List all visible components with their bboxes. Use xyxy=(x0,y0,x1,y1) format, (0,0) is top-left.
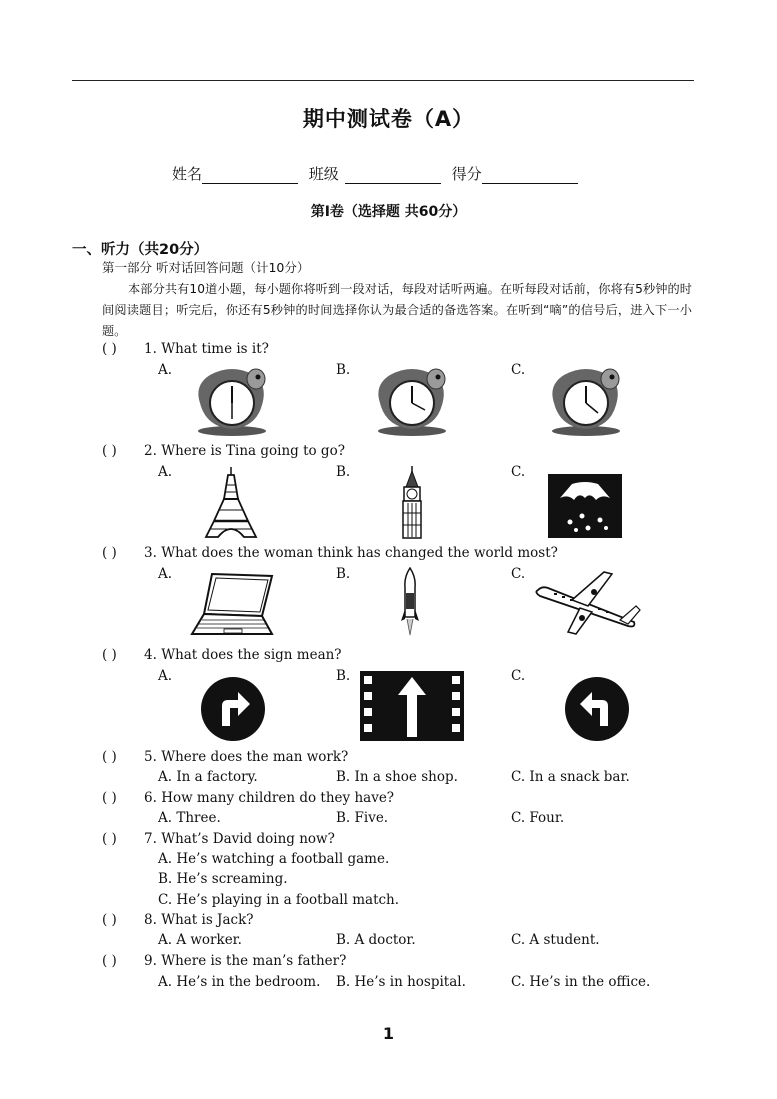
option-label[interactable]: A. xyxy=(158,566,173,582)
class-field[interactable] xyxy=(345,167,441,184)
answer-blank[interactable]: ( ) xyxy=(102,790,117,806)
option-a[interactable]: A. In a factory. xyxy=(158,769,258,785)
clock-icon[interactable] xyxy=(192,365,272,437)
option-label[interactable]: A. xyxy=(158,464,173,480)
question-text: Where does the man work? xyxy=(161,749,349,765)
class-label: 班级 xyxy=(308,165,339,183)
part-title: 第一部分 听对话回答问题（计10分） xyxy=(102,260,310,275)
rocket-icon[interactable] xyxy=(400,567,420,639)
question-text: Where is the man’s father? xyxy=(161,953,347,969)
go-straight-sign-icon[interactable] xyxy=(360,671,464,741)
option-a[interactable]: A. Three. xyxy=(158,810,221,826)
question-text: Where is Tina going to go? xyxy=(161,443,345,459)
option-label[interactable]: B. xyxy=(336,566,351,582)
option-c[interactable]: C. A student. xyxy=(511,932,600,948)
question-number: 4. xyxy=(144,647,157,663)
section-title: 一、听力（共20分） xyxy=(72,242,209,258)
question-text: What does the sign mean? xyxy=(161,647,342,663)
score-field[interactable] xyxy=(482,167,578,184)
option-b[interactable]: B. He’s in hospital. xyxy=(336,974,466,990)
option-b[interactable]: B. Five. xyxy=(336,810,389,826)
question-4 xyxy=(102,647,342,663)
option-label[interactable]: C. xyxy=(511,362,526,378)
answer-blank[interactable]: ( ) xyxy=(102,443,117,459)
question-2 xyxy=(102,443,345,459)
name-field[interactable] xyxy=(202,167,298,184)
question-1 xyxy=(102,341,269,357)
option-a[interactable]: A. He’s in the bedroom. xyxy=(158,974,321,990)
student-info-row xyxy=(172,163,578,184)
option-label[interactable]: B. xyxy=(336,464,351,480)
score-label: 得分 xyxy=(451,165,482,183)
option-label[interactable]: C. xyxy=(511,668,526,684)
question-6 xyxy=(102,790,394,806)
question-number: 1. xyxy=(144,341,157,357)
question-number: 6. xyxy=(144,790,157,806)
turn-left-sign-icon[interactable] xyxy=(564,676,630,742)
option-b[interactable]: B. In a shoe shop. xyxy=(336,769,458,785)
option-c[interactable]: C. Four. xyxy=(511,810,565,826)
instructions xyxy=(102,279,692,342)
option-c[interactable]: C. He’s playing in a football match. xyxy=(158,892,400,908)
question-text: How many children do they have? xyxy=(161,790,395,806)
page-number: 1 xyxy=(382,1024,395,1043)
answer-blank[interactable]: ( ) xyxy=(102,953,117,969)
answer-blank[interactable]: ( ) xyxy=(102,912,117,928)
page-title: 期中测试卷（A） xyxy=(302,107,475,131)
question-text: What’s David doing now? xyxy=(161,831,335,847)
question-9 xyxy=(102,953,346,969)
answer-blank[interactable]: ( ) xyxy=(102,341,117,357)
laptop-icon[interactable] xyxy=(190,572,274,638)
question-7 xyxy=(102,831,335,847)
option-b[interactable]: B. He’s screaming. xyxy=(158,871,288,887)
option-label[interactable]: A. xyxy=(158,668,173,684)
turn-right-sign-icon[interactable] xyxy=(200,676,266,742)
option-c[interactable]: C. In a snack bar. xyxy=(511,769,630,785)
question-number: 2. xyxy=(144,443,157,459)
option-label[interactable]: C. xyxy=(511,464,526,480)
eiffel-tower-icon[interactable] xyxy=(204,465,258,539)
answer-blank[interactable]: ( ) xyxy=(102,545,117,561)
question-text: What is Jack? xyxy=(161,912,254,928)
question-number: 5. xyxy=(144,749,157,765)
paper-subtitle: 第Ⅰ卷（选择题 共60分） xyxy=(310,204,467,220)
question-text: What time is it? xyxy=(161,341,269,357)
question-8 xyxy=(102,912,254,928)
mount-fuji-icon[interactable] xyxy=(548,474,622,538)
top-rule xyxy=(72,80,694,81)
big-ben-icon[interactable] xyxy=(396,465,428,539)
option-a[interactable]: A. A worker. xyxy=(158,932,242,948)
option-c[interactable]: C. He’s in the office. xyxy=(511,974,651,990)
answer-blank[interactable]: ( ) xyxy=(102,831,117,847)
question-number: 8. xyxy=(144,912,157,928)
clock-icon[interactable] xyxy=(372,365,452,437)
option-label[interactable]: B. xyxy=(336,668,351,684)
question-5 xyxy=(102,749,348,765)
option-label[interactable]: A. xyxy=(158,362,173,378)
option-label[interactable]: B. xyxy=(336,362,351,378)
option-a[interactable]: A. He’s watching a football game. xyxy=(158,851,390,867)
option-label[interactable]: C. xyxy=(511,566,526,582)
answer-blank[interactable]: ( ) xyxy=(102,647,117,663)
option-b[interactable]: B. A doctor. xyxy=(336,932,416,948)
answer-blank[interactable]: ( ) xyxy=(102,749,117,765)
instructions-text: 本部分共有10道小题，每小题你将听到一段对话，每段对话听两遍。在听每段对话前，你将有5秒钟的时间阅读题目；听完后，你还有5秒钟的时间选择你认为最合适的备选答案。在听到“嘀”的信号后，进入下一小题。 xyxy=(102,282,692,338)
question-number: 7. xyxy=(144,831,157,847)
question-number: 3. xyxy=(144,545,157,561)
clock-icon[interactable] xyxy=(546,365,626,437)
airplane-icon[interactable] xyxy=(532,568,642,636)
question-number: 9. xyxy=(144,953,157,969)
question-3 xyxy=(102,545,558,561)
name-label: 姓名 xyxy=(172,165,203,183)
question-text: What does the woman think has changed the world most? xyxy=(161,545,558,561)
